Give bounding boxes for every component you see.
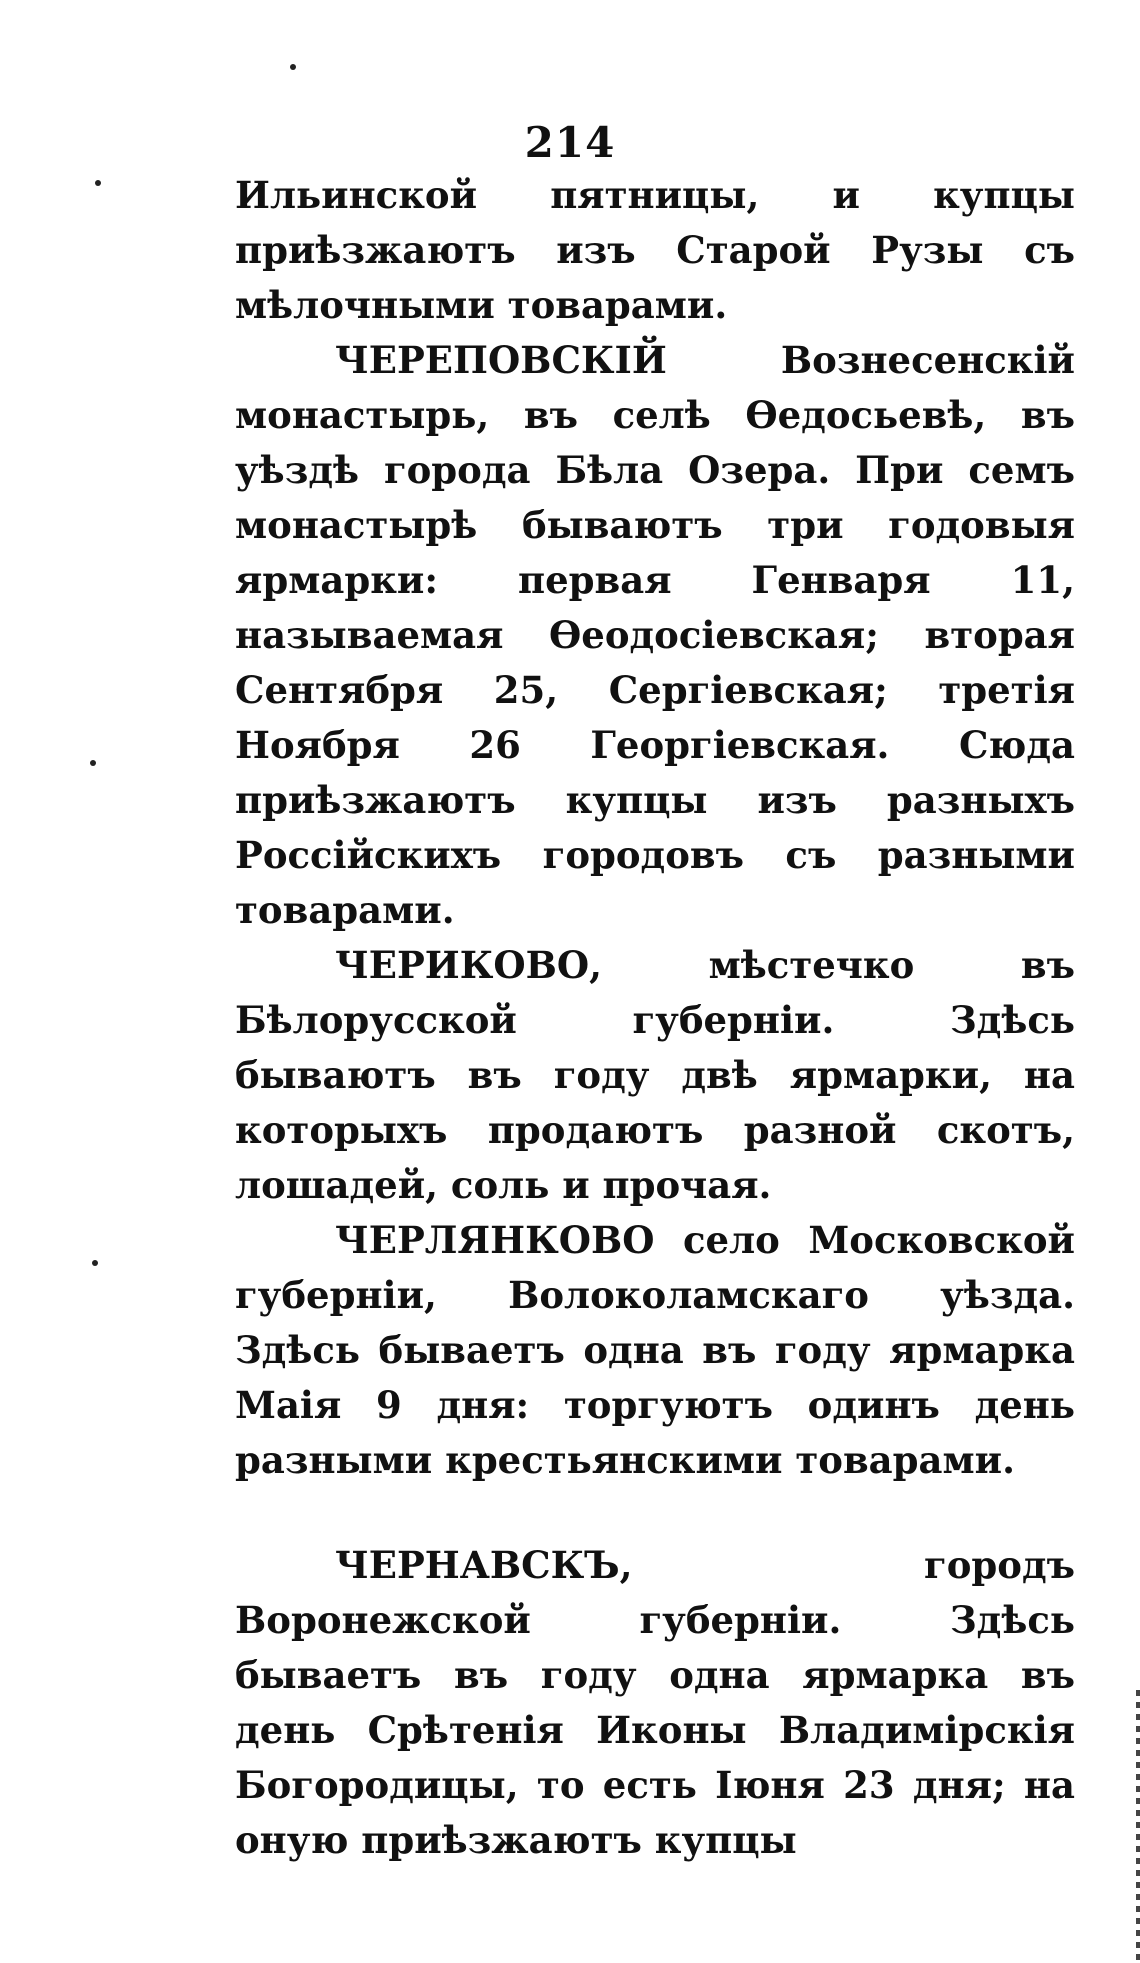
scan-speck <box>90 760 96 766</box>
scan-edge <box>1136 1690 1140 1963</box>
entry-cherikovo: ЧЕРИКОВО, мѣстечко въ Бѣлорусской губернiи. Здѣсь бываютъ въ году двѣ ярмарки, на которыхъ продаютъ разной скотъ, лошадей, соль и прочая. <box>235 943 1075 1207</box>
entry-chernavsk: ЧЕРНАВСКЪ, городъ Воронежской губернiи. Здѣсь бываетъ въ году одна ярмарка въ день Срѣтенiя Иконы Владимiрскiя Богородицы, то есть Iюня 23 дня; на оную приѣзжаютъ купцы <box>235 1543 1075 1862</box>
page-number: 214 <box>524 118 616 167</box>
entry-cherlyankovo: ЧЕРЛЯНКОВО село Московской губернiи, Волоколамскаго уѣзда. Здѣсь бываетъ одна въ году ярмарка Маiя 9 дня: торгуютъ одинъ день разными крестьянскими товарами. <box>235 1218 1075 1482</box>
scan-speck <box>95 180 101 186</box>
scan-speck <box>290 64 296 70</box>
entry-cherepovsky: ЧЕРЕПОВСКIЙ Вознесенскiй монастырь, въ селѣ Ѳедосьевѣ, въ уѣздѣ города Бѣла Озера. При семъ монастырѣ бываютъ три годовыя ярмарки: первая Генваря 11, называемая Ѳеодосiевская; вторая Сентября 25, Сергiевская; третiя Ноября 26 Георгiевская. Сюда приѣзжаютъ купцы изъ разныхъ Россiйскихъ городовъ съ разными товарами. <box>235 338 1075 932</box>
scan-speck <box>92 1260 98 1266</box>
paragraph-continuation: Ильинской пятницы, и купцы приѣзжаютъ изъ Старой Рузы съ мѣлочными товарами. <box>235 173 1075 327</box>
page-text <box>235 168 1075 1868</box>
